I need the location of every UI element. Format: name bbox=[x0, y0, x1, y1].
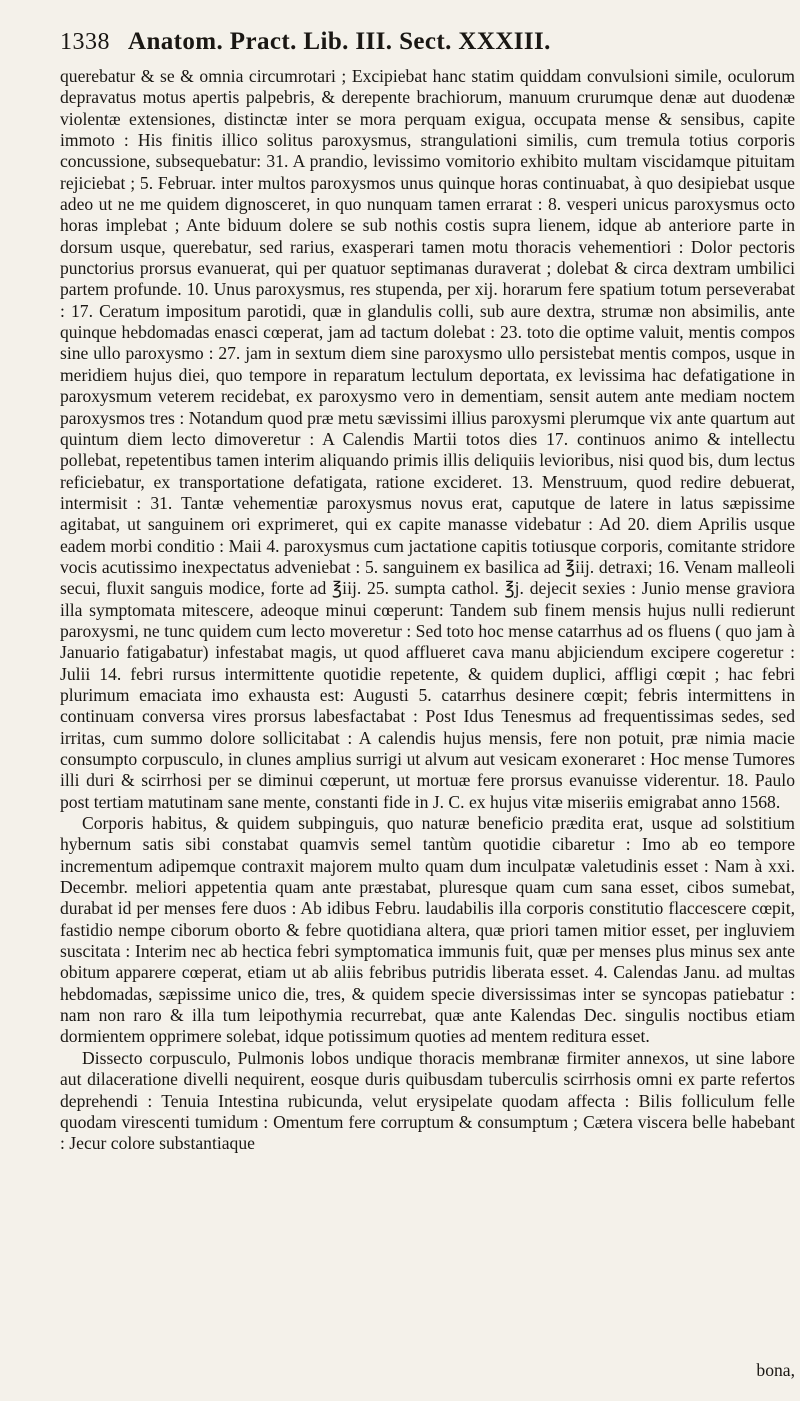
page-header bbox=[60, 28, 795, 66]
running-head: Anatom. Pract. Lib. III. Sect. XXXIII. bbox=[128, 28, 551, 55]
book-page bbox=[60, 28, 795, 1388]
page-number: 1338 bbox=[60, 29, 110, 55]
paragraph: Corporis habitus, & quidem subpinguis, quo naturæ beneficio prædita erat, usque ad solstitium hybernum satis sibi constabat quamvis semel tantùm quotidie cibaretur : Imo ab eo tempore incrementum adipemque contraxit majorem multo quam dum inculpatæ valetudinis esset : Nam à xxi. Decembr. meliori appetentia quam ante præstabat, pluresque quam cum sana esset, cibos sumebat, durabat id per menses fere duos : Ab idibus Febru. laudabilis illa corporis constitutio flaccescere cœpit, fastidio nempe ciborum oborto & febre quotidiana altera, quæ priori tamen mitior esset, per ingluviem suscitata : Interim nec ab hectica febri symptomatica immunis fuit, quæ per menses plus minus sex ante obitum apparere cœperat, etiam ut ab aliis febribus putridis liberata esset. 4. Calendas Janu. ad multas hebdomadas, sæpissime unico die, tres, & quidem specie diversissimas inter se syncopas patiebatur : nam non raro & illa tum leipothymia recurrebat, quæ ante Kalendas Dec. singulis noctibus etiam dormientem opprimere solebat, idque potissimum quoties ad mentem reditura esset. bbox=[60, 813, 795, 1047]
paragraph: querebatur & se & omnia circumrotari ; Excipiebat hanc statim quiddam convulsioni simile, oculorum depravatus motus apertis palpebris, & derepente brachiorum, manuum crurumque denæ aut duodenæ violentæ extensiones, distinctæ inter se mora perquam exigua, occupata mense & sensibus, capite immoto : His finitis illico solitus paroxysmus, strangulationi similis, cum tremula totius corporis concussione, subsequebatur: 31. A prandio, levissimo vomitorio exhibito multam viscidamque pituitam rejiciebat ; 5. Februar. inter multos paroxysmos unus quinque horas continuabat, à quo desipiebat usque adeo ut ne me quidem dignosceret, in quo nunquam tamen errarat : 8. vesperi unicus paroxysmus octo horas implebat ; Ante biduum dolere se sub nothis costis supra lienem, idque ab anteriore parte in dorsum usque, querebatur, sed rarius, exasperari tamen motu thoracis vehementiori : Dolor pectoris punctorius prorsus evanuerat, qui per quatuor septimanas duraverat ; dolebat & circa dextram umbilici partem profunde. 10. Unus paroxysmus, res stupenda, per xij. horarum fere spatium totum perseverabat : 17. Ceratum impositum parotidi, quæ in glandulis colli, sub aure dextra, strumæ non absimilis, ante quinque hebdomadas enasci cœperat, jam ad tactum dolebat : 23. toto die optime valuit, mentis compos sine ullo paroxysmo : 27. jam in sextum diem sine paroxysmo ullo persistebat mentis compos, usque in meridiem hujus diei, quo tempore in reparatum lectulum deportata, ex levissima hac defatigatione in paroxysmum veterem recidebat, ex paroxysmo vero in dementiam, sensit autem ante mediam noctem paroxysmos tres : Notandum quod præ metu sævissimi illius paroxysmi plerumque vix ante quartum aut quintum diem lecto dimoveretur : A Calendis Martii totos dies 17. continuos animo & intellectu pollebat, repetentibus tamen interim aliquando primis illis deliquiis levioribus, nisi quod bis, dum lectus reficiebatur, ex transportatione defatigata, ratione excideret. 13. Menstruum, quod redire debuerat, intermisit : 31. Tantæ vehementiæ paroxysmus novus erat, caputque de latere in latus sæpissime agitabat, ut sanguinem ori exprimeret, qui ex capite manasse videbatur : Ad 20. diem Aprilis usque eadem morbi conditio : Maii 4. paroxysmus cum jactatione capitis totiusque corporis, comitante stridore vocis acutissimo inexpectatus adveniebat : 5. sanguinem ex basilica ad ℥iij. detraxi; 16. Venam malleoli secui, fluxit sanguis modice, forte ad ℥iij. 25. sumpta cathol. ℥j. dejecit sexies : Junio mense graviora illa symptomata mitescere, adeoque minui cœperunt: Tandem sub finem mensis hujus nulli redierunt paroxysmi, ne tunc quidem cum lecto moveretur : Sed toto hoc mense catarrhus ad os fluens ( quo jam à Januario fatigabatur) infestabat magis, ut quod afflueret cava manu abjiciendum excipere cogeretur : Julii 14. febri rursus intermittente quotidie repetente, & quidem duplici, affligi cœpit ; hac febri plurimum emaciata imo exhausta est: Augusti 5. catarrhus desinere cœpit; febris intermittens in continuam conversa vires prorsus labesfactabat : Post Idus Tenesmus ad frequentissimas sedes, sed irritas, cum summo dolore sollicitabat : A calendis hujus mensis, fere non potuit, præ nimia macie consumpto corpusculo, in clunes amplius surrigi ut alvum aut vesicam exoneraret : Hoc mense Tumores illi duri & scirrhosi per se diminui cœperunt, ut mortuæ fere prorsus evanuisse viderentur. 18. Paulo post tertiam matutinam sane mente, constanti fide in J. C. ex hujus vitæ miseriis emigrabat anno 1568. bbox=[60, 66, 795, 812]
paragraph: Dissecto corpusculo, Pulmonis lobos undique thoracis membranæ firmiter annexos, ut sine labore aut dilaceratione divelli nequirent, eosque duris quibusdam tuberculis scirrhosis omni ex parte refertos deprehendi : Tenuia Intestina rubicunda, velut erysipelate quodam affecta : Bilis folliculum felle quodam virescenti tumidum : Omentum fere corruptum & consumptum ; Cætera viscera belle habebant : Jecur colore substantiaque bbox=[60, 1047, 795, 1154]
body-text bbox=[60, 66, 795, 1155]
catchword: bona, bbox=[756, 1360, 795, 1380]
